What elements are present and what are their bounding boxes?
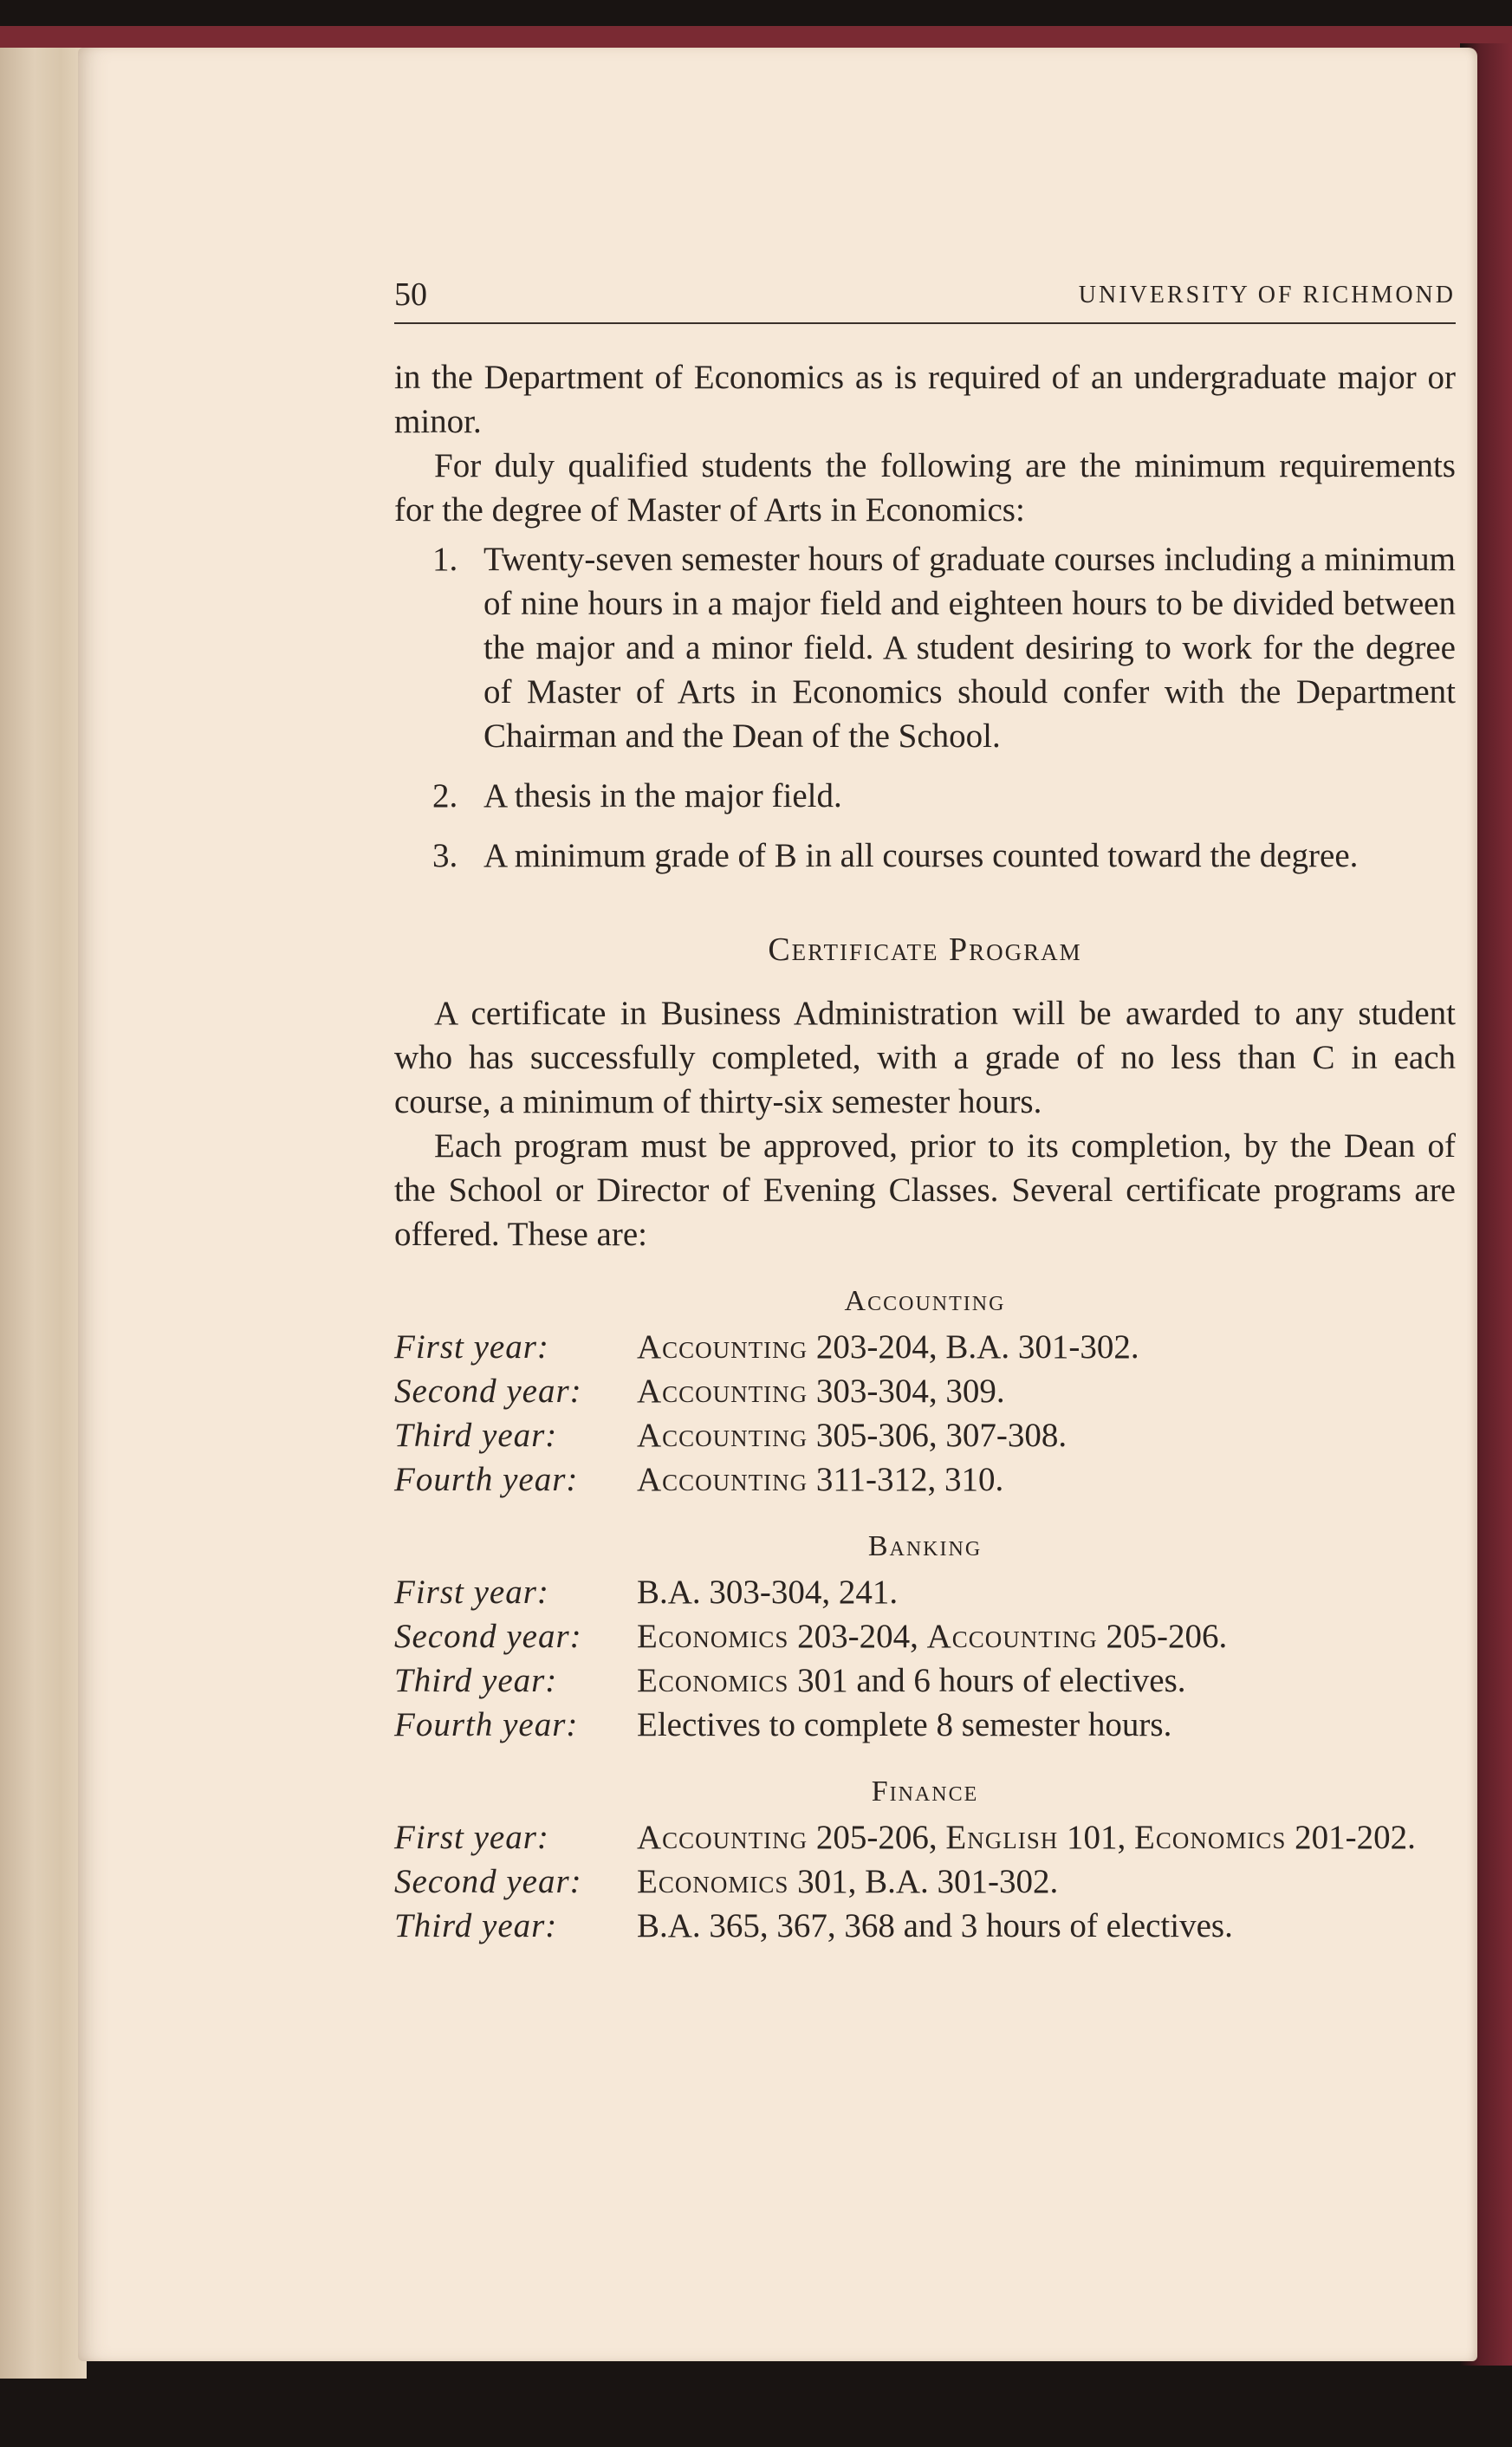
program-row: [394, 1860, 1456, 1904]
program-heading: Accounting: [844, 1285, 1006, 1317]
year-label: Fourth year:: [394, 1706, 579, 1743]
certificate-approval-paragraph: Each program must be approved, prior to its completion, by the Dean of the School or Director of Evening Classes. Several certificate programs are offered. These are:: [394, 1127, 1456, 1253]
requirement-number: 1.: [432, 541, 458, 578]
course-list: Economics 203-204, Accounting 205-206.: [637, 1618, 1228, 1655]
requirement-number: 2.: [432, 777, 458, 815]
course-list: Economics 301 and 6 hours of electives.: [637, 1662, 1186, 1699]
section-heading-certificate-program: Certificate Program: [768, 931, 1082, 968]
year-label: Third year:: [394, 1907, 558, 1944]
page-header: [394, 273, 1456, 324]
year-label: First year:: [394, 1574, 549, 1611]
program-row: [394, 1614, 1456, 1658]
requirement-text: Twenty-seven semester hours of graduate courses including a minimum of nine hours in a major field and eighteen hours to be divided between the major and a minor field. A student desiring to work for the degree of Master of Arts in Economics should confer with the Department Chairman and the Dean of the School.: [483, 541, 1456, 755]
program-row: [394, 1703, 1456, 1747]
course-list: B.A. 365, 367, 368 and 3 hours of electives.: [637, 1907, 1233, 1944]
program-row: [394, 1369, 1456, 1413]
certificate-paragraph: A certificate in Business Administration will be awarded to any student who has successfully completed, with a grade of no less than C in each course, a minimum of thirty-six semester hours.: [394, 995, 1456, 1120]
year-label: Third year:: [394, 1662, 558, 1699]
program-row: [394, 1904, 1456, 1948]
year-label: First year:: [394, 1328, 549, 1366]
program-heading: Finance: [871, 1775, 979, 1808]
year-label: Third year:: [394, 1417, 558, 1454]
program-row: [394, 1815, 1456, 1860]
course-list: Accounting 305-306, 307-308.: [637, 1417, 1067, 1454]
program-row: [394, 1325, 1456, 1369]
program-finance: [394, 1769, 1456, 1948]
program-banking: [394, 1524, 1456, 1747]
requirement-item: [394, 834, 1456, 878]
year-label: First year:: [394, 1819, 549, 1856]
page-stack-edge: [0, 48, 87, 2379]
course-list: Accounting 205-206, English 101, Economics 201-202.: [637, 1819, 1416, 1856]
page-number: 50: [394, 276, 427, 313]
program-row: [394, 1658, 1456, 1703]
requirement-text: A thesis in the major field.: [483, 777, 842, 815]
course-list: Accounting 203-204, B.A. 301-302.: [637, 1328, 1139, 1366]
program-heading: Banking: [867, 1530, 983, 1562]
book-page: [78, 48, 1477, 2361]
page-content: [394, 273, 1456, 1969]
year-label: Second year:: [394, 1373, 582, 1410]
year-label: Fourth year:: [394, 1461, 579, 1498]
course-list: Accounting 303-304, 309.: [637, 1373, 1005, 1410]
year-label: Second year:: [394, 1618, 582, 1655]
requirement-item: [394, 774, 1456, 818]
course-list: B.A. 303-304, 241.: [637, 1574, 899, 1611]
requirement-text: A minimum grade of B in all courses counted toward the degree.: [483, 837, 1359, 874]
requirements-list: [394, 537, 1456, 878]
requirements-intro: For duly qualified students the following are the minimum requirements for the degree of Master of Arts in Economics:: [394, 447, 1456, 529]
program-accounting: [394, 1279, 1456, 1502]
course-list: Accounting 311-312, 310.: [637, 1461, 1004, 1498]
requirement-item: [394, 537, 1456, 758]
course-list: Economics 301, B.A. 301-302.: [637, 1863, 1059, 1900]
program-row: [394, 1457, 1456, 1502]
program-row: [394, 1570, 1456, 1614]
continuation-paragraph: in the Department of Economics as is required of an undergraduate major or minor.: [394, 359, 1456, 440]
course-list: Electives to complete 8 semester hours.: [637, 1706, 1172, 1743]
running-head: UNIVERSITY OF RICHMOND: [1078, 282, 1456, 308]
program-row: [394, 1413, 1456, 1457]
requirement-number: 3.: [432, 837, 458, 874]
year-label: Second year:: [394, 1863, 582, 1900]
